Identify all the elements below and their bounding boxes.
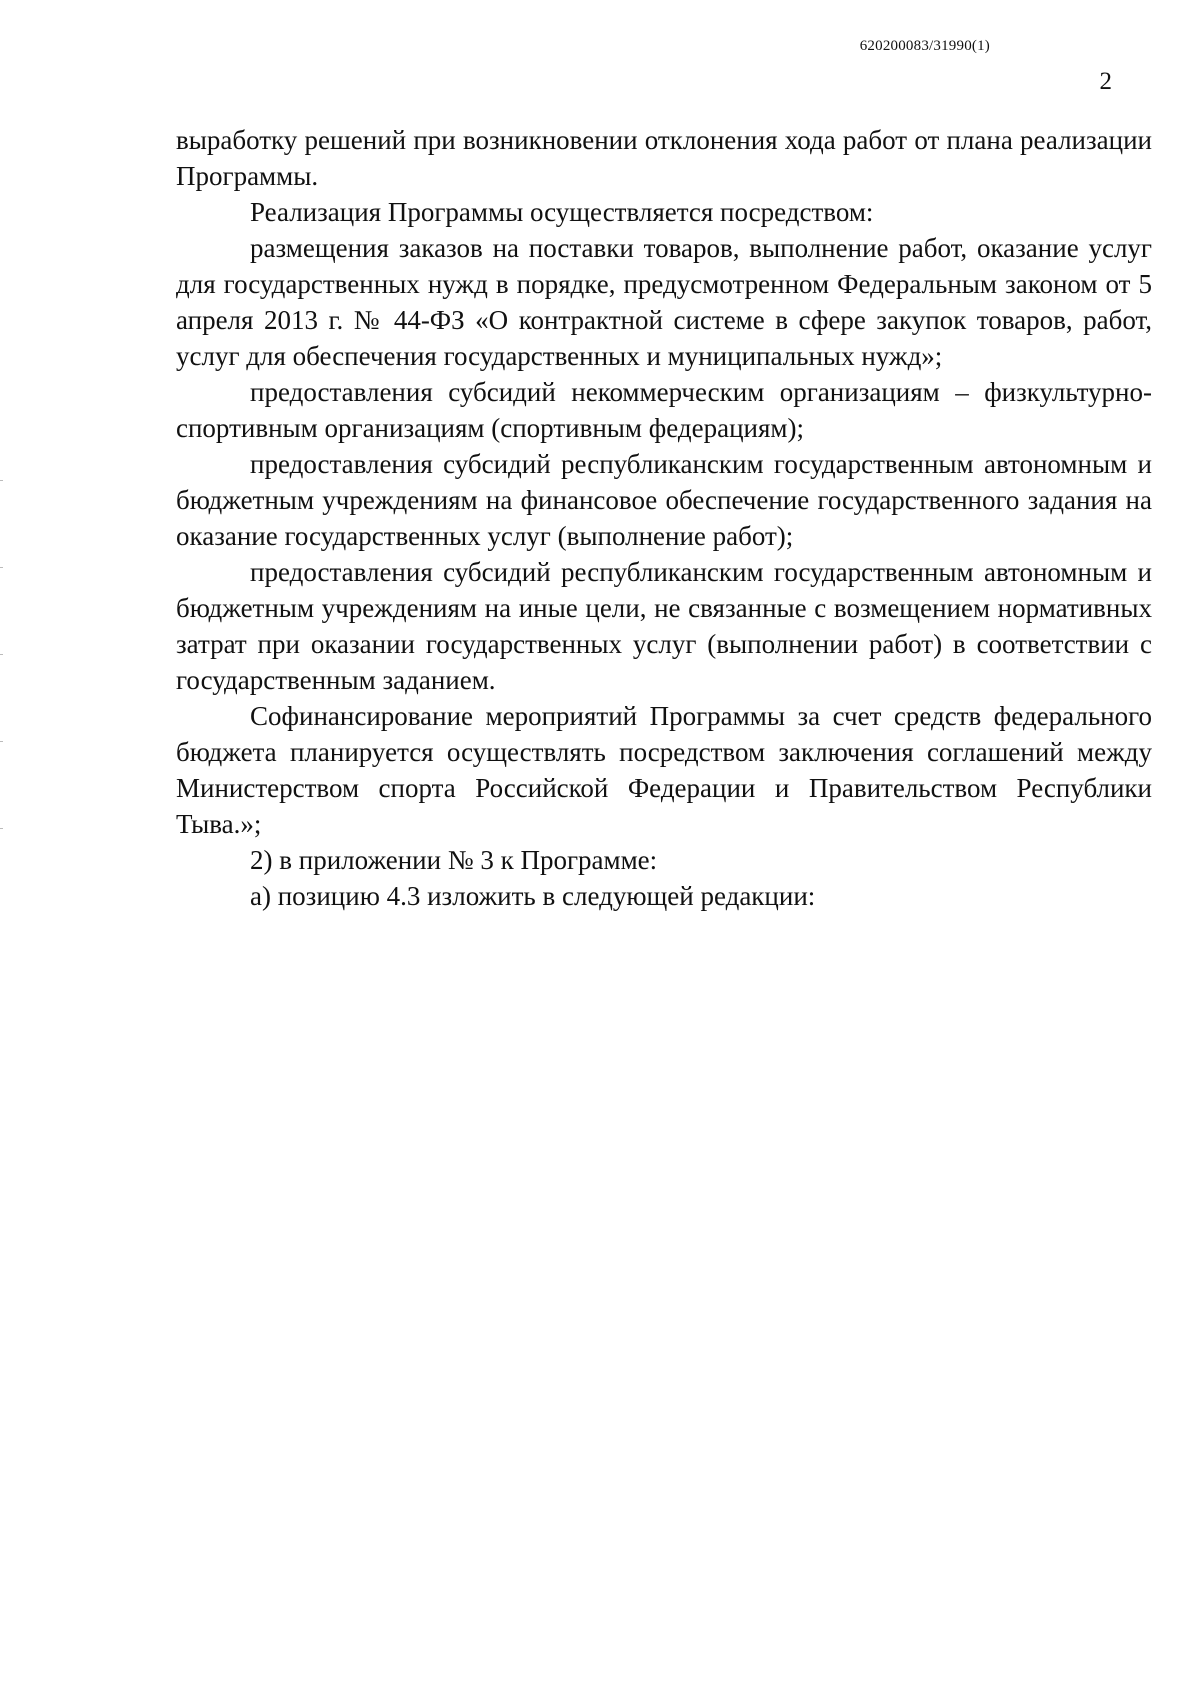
scan-edge-marks: [0, 480, 3, 1040]
scan-mark: [0, 480, 3, 481]
scan-mark: [0, 567, 3, 568]
paragraph-position-4-3: а) позицию 4.3 изложить в следующей редакции:: [250, 881, 816, 911]
paragraph-subsidies-other-purposes: предоставления субсидий республиканским государственным автономным и бюджетным учреждениям на иные цели, не связанные с возмещением нормативных затрат при оказании государственных услуг (выполнении работ) в соответствии с государственным заданием.: [176, 557, 1152, 695]
paragraph-implementation-intro: Реализация Программы осуществляется посредством:: [250, 197, 874, 227]
document-body: [176, 122, 1152, 914]
page-number: 2: [1099, 68, 1112, 95]
scan-mark: [0, 654, 3, 655]
document-id: 620200083/31990(1): [859, 38, 990, 54]
paragraph-orders-placement: размещения заказов на поставки товаров, выполнение работ, оказание услуг для государственных нужд в порядке, предусмотренном Федеральным законом от 5 апреля 2013 г. № 44-ФЗ «О контрактной системе в сфере закупок товаров, работ, услуг для обеспечения государственных и муниципальных нужд»;: [176, 233, 1152, 371]
scan-mark: [0, 741, 3, 742]
paragraph-appendix-3: 2) в приложении № 3 к Программе:: [250, 845, 658, 875]
paragraph-subsidies-nonprofit: предоставления субсидий некоммерческим организациям – физкультурно-спортивным организациям (спортивным федерациям);: [176, 377, 1152, 443]
paragraph-continuation: выработку решений при возникновении отклонения хода работ от плана реализации Программы.: [176, 125, 1152, 191]
paragraph-subsidies-state-task: предоставления субсидий республиканским государственным автономным и бюджетным учреждениям на финансовое обеспечение государственного задания на оказание государственных услуг (выполнение работ);: [176, 449, 1152, 551]
scan-mark: [0, 828, 3, 829]
paragraph-cofinancing: Софинансирование мероприятий Программы за счет средств федерального бюджета планируется осуществлять посредством заключения соглашений между Министерством спорта Российской Федерации и Правительством Республики Тыва.»;: [176, 701, 1152, 839]
